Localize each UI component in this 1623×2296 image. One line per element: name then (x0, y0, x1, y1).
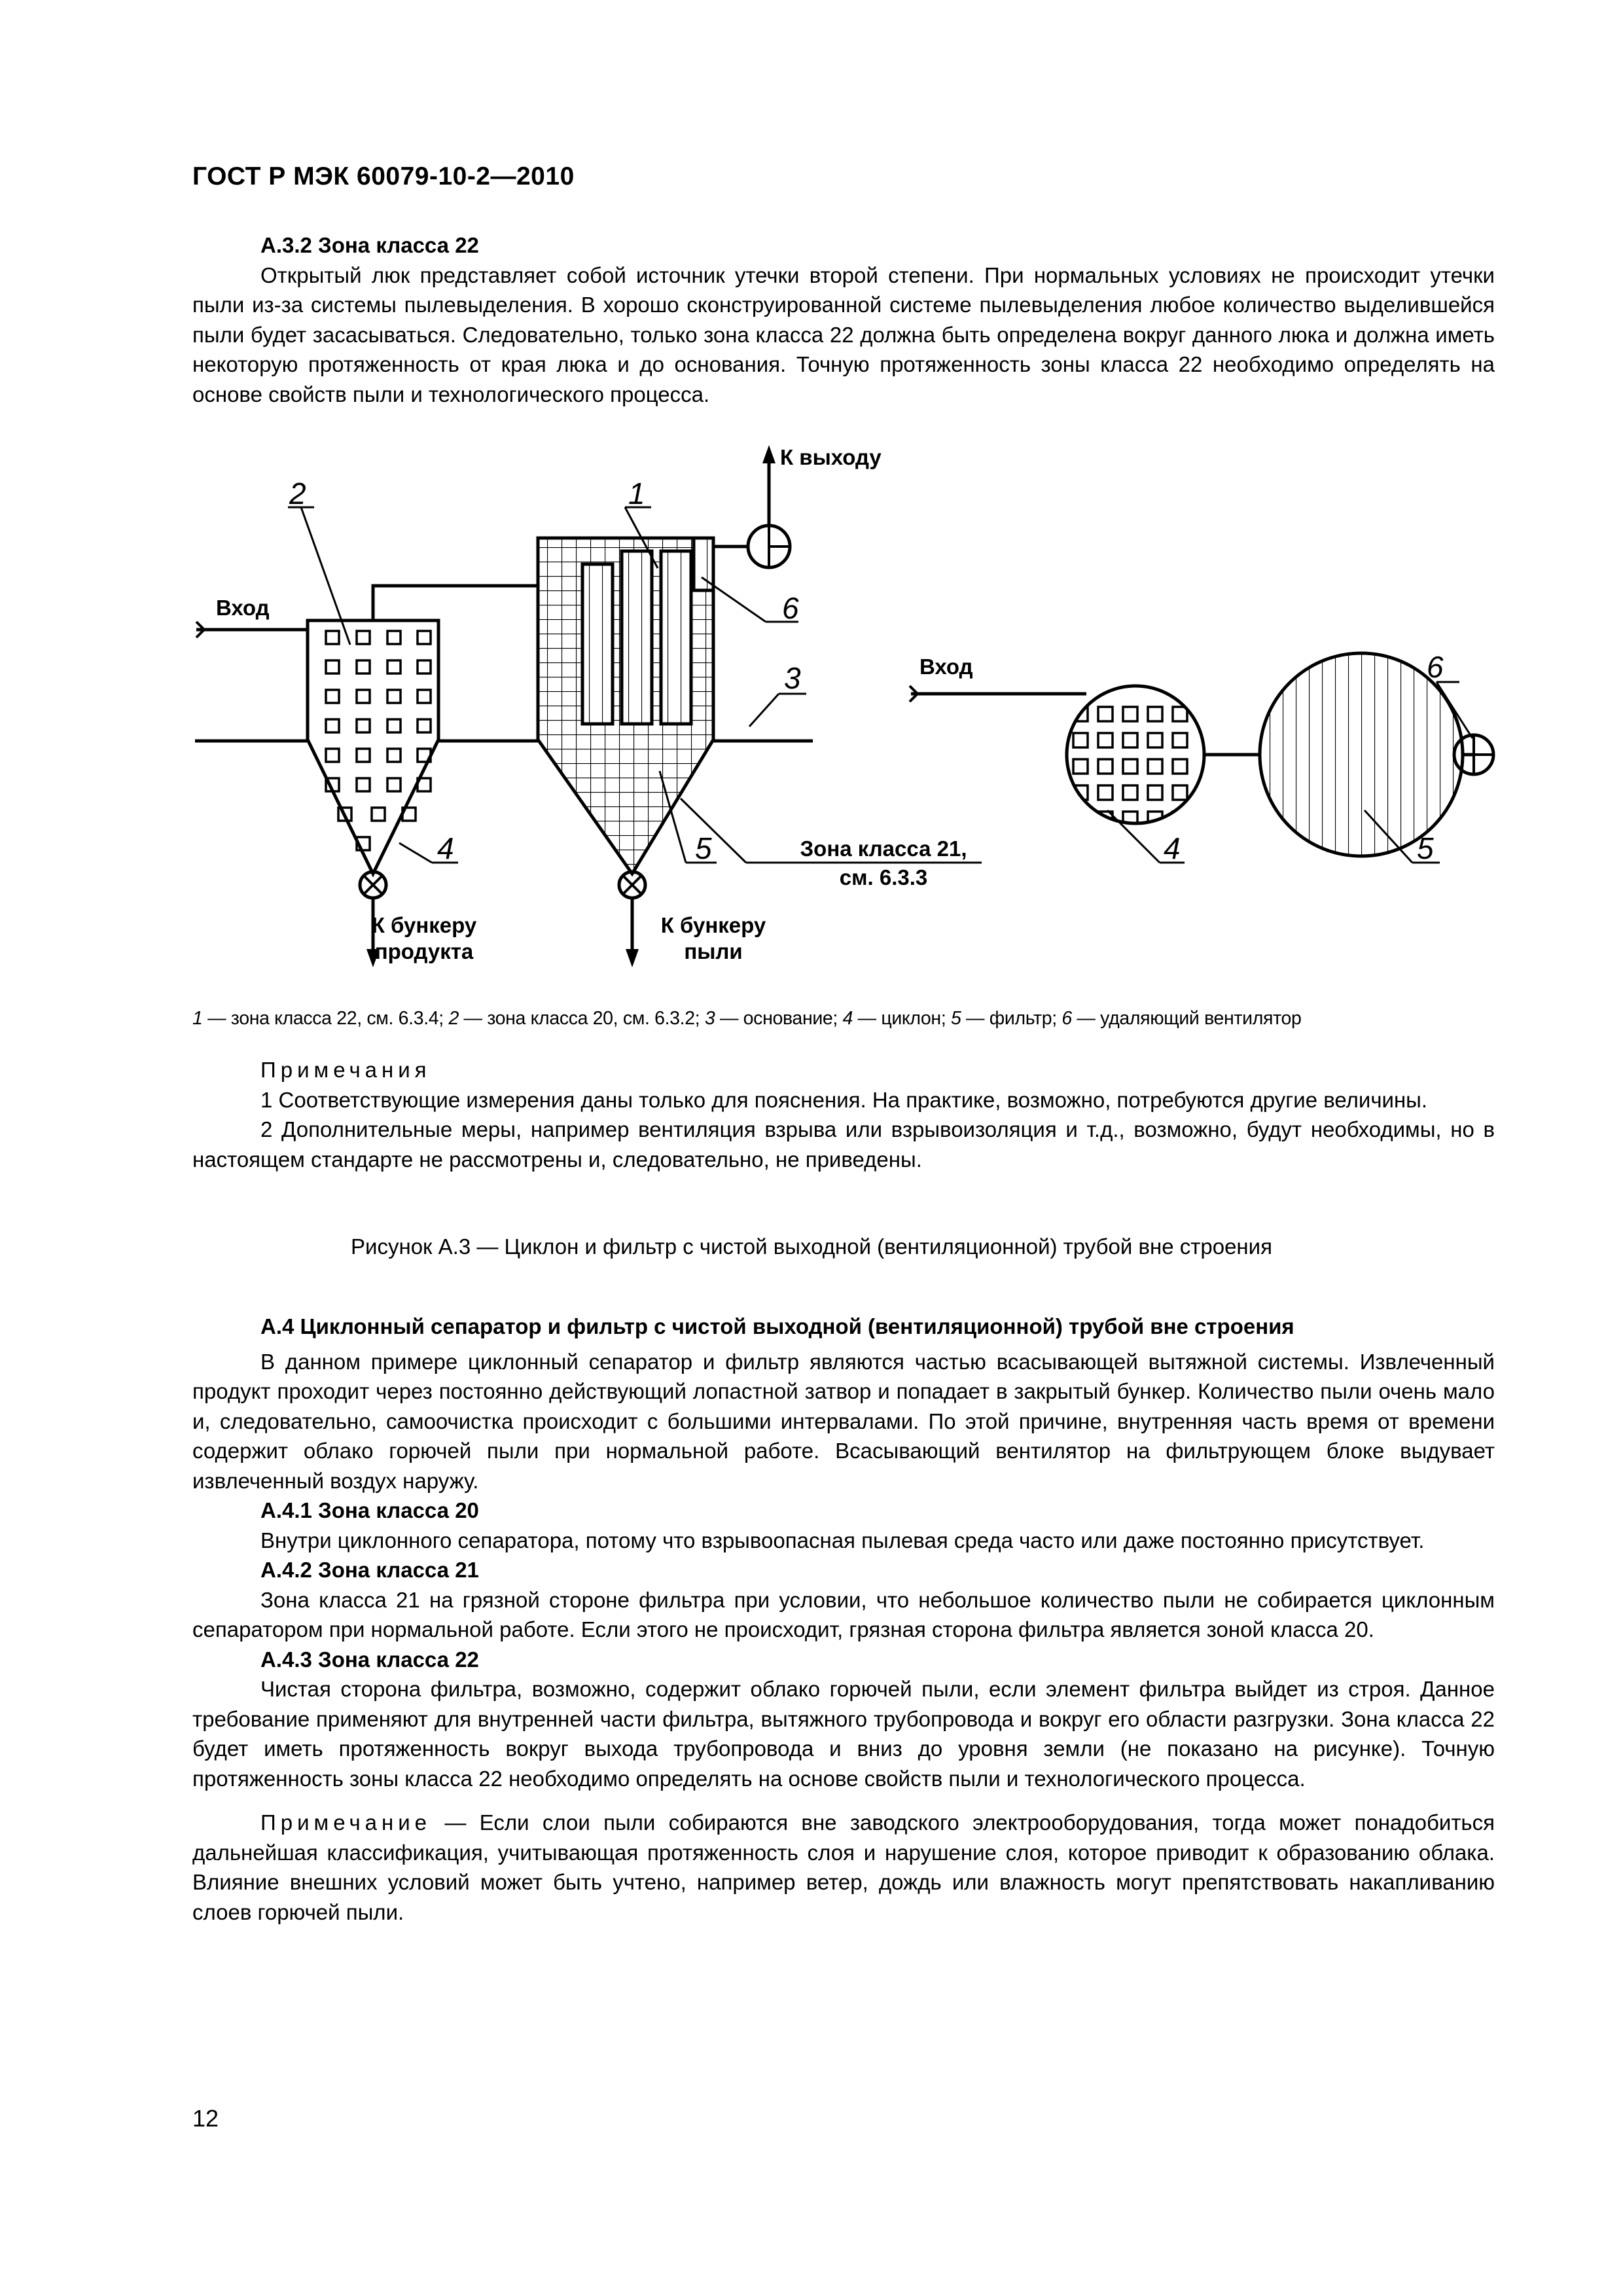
heading-a32: А.3.2 Зона класса 22 (260, 233, 479, 257)
label-dust-hopper-2: пыли (684, 939, 743, 963)
cyclone-top-square (1148, 733, 1162, 747)
paragraph-a42: Зона класса 21 на грязной стороне фильтра при условии, что небольшое количество пыли не собирается циклонным сепаратором при нормальной работе. Если этого не происходит, грязная сторона фильтра является зоной класса 20. (192, 1587, 1495, 1641)
cyclone-top-square (1073, 812, 1088, 826)
note-2: 2 Дополнительные меры, например вентиляция взрыва или взрывоизоляция и т.д., возможно, будут необходимы, но в настоящем стандарте не рассмотрены и, следовательно, не приведены. (192, 1117, 1495, 1172)
note-a4-label: Примечание (260, 1810, 432, 1835)
cyclone-top-square (1073, 733, 1088, 747)
cyclone-top-square (1173, 812, 1187, 826)
cyclone-top-square (1098, 759, 1113, 774)
cyclone-top-square (1123, 733, 1137, 747)
label-to-exit: К выходу (780, 445, 882, 469)
section-a4 (192, 1312, 1495, 1927)
cyclone-square (357, 660, 370, 673)
cyclone-square (357, 631, 370, 644)
cyclone-top-square (1098, 733, 1113, 747)
cyclone-top-square (1148, 759, 1162, 774)
cyclone-square (357, 749, 370, 762)
cyclone-top-square (1123, 759, 1137, 774)
label-product-hopper-2: продукта (374, 939, 474, 963)
cyclone-square (326, 631, 339, 644)
dust-hopper-arrow-icon (626, 949, 639, 967)
cyclone-square (387, 690, 401, 703)
legend-item-2: 2 — зона класса 20, см. 6.3.2; (448, 1008, 705, 1029)
cyclone-top-square (1173, 785, 1187, 800)
callout-6: 6 (782, 591, 799, 625)
cyclone-outlet-pipe (373, 586, 538, 620)
legend-item-6: 6 — удаляющий вентилятор (1061, 1008, 1302, 1029)
cyclone-square (372, 808, 385, 821)
page-number: 12 (192, 2105, 219, 2132)
cyclone-top-square (1173, 759, 1187, 774)
figure-title: Рисунок А.3 — Циклон и фильтр с чистой выходной (вентиляционной) трубой вне строения (351, 1234, 1272, 1259)
section-a32 (192, 230, 1495, 409)
paragraph-a4: В данном примере циклонный сепаратор и фильтр являются частью всасывающей вытяжной системы. Извлеченный продукт проходит через постоянно действующий лопастной затвор и попадает в закрытый бункер. Количество пыли очень мало и, следовательно, самоочистка происходит с большими интервалами. По этой причине, внутренняя часть время от времени содержит облако горючей пыли при нормальной работе. Всасывающий вентилятор на фильтрующем блоке выдувает извлеченный воздух наружу. (192, 1349, 1495, 1493)
callout-3: 3 (784, 661, 801, 695)
cyclone-square (387, 778, 401, 791)
legend-item-3: 3 — основание; (704, 1008, 843, 1029)
note-1: 1 Соответствующие измерения даны только для пояснения. На практике, возможно, потребуются другие величины. (260, 1087, 1428, 1112)
callout-5: 5 (695, 831, 712, 865)
page-header-standard: ГОСТ Р МЭК 60079-10-2—2010 (192, 162, 575, 190)
heading-a4: А.4 Циклонный сепаратор и фильтр с чистой выходной (вентиляционной) трубой вне строения (260, 1314, 1294, 1338)
heading-a42: А.4.2 Зона класса 21 (260, 1558, 479, 1582)
cyclone-top-square (1148, 785, 1162, 800)
cyclone-square (387, 660, 401, 673)
paragraph-a41: Внутри циклонного сепаратора, потому что взрывоопасная пылевая среда часто или даже постоянно присутствует. (260, 1528, 1425, 1552)
note-a4-text: — Если слои пыли собираются вне заводского электрооборудования, тогда может понадобиться дальнейшая классификация, учитывающая протяженность слоя и нарушение слоя, которое приводит к образованию облака. Влияние внешних условий может быть учтено, например ветер, дождь или влажность могут препятствовать накапливанию слоев горючей пыли. (192, 1810, 1495, 1924)
legend-item-4: 4 — циклон; (842, 1008, 951, 1029)
cyclone-square (357, 719, 370, 732)
heading-a41: А.4.1 Зона класса 20 (260, 1498, 479, 1522)
label-zone21-1: Зона класса 21, (800, 836, 967, 861)
label-input-right: Вход (919, 655, 973, 679)
cyclone-square (326, 749, 339, 762)
paragraph-a32: Открытый люк представляет собой источник утечки второй степени. При нормальных условиях не происходит утечки пыли из-за системы пылевыделения. В хорошо сконструированной системе пылевыделения любое количество выделившейся пыли будет засасываться. Следовательно, только зона класса 22 должна быть определена вокруг данного люка и должна иметь некоторую протяженность от края люка и до основания. Точную протяженность зоны класса 22 необходимо определять на основе свойств пыли и технологического процесса. (192, 262, 1495, 406)
cyclone-body (308, 620, 438, 874)
cyclone-zone20-squares (326, 631, 431, 850)
note-a4 (192, 1808, 1495, 1927)
notes-title: Примечания (260, 1058, 431, 1082)
cyclone-square (418, 690, 431, 703)
figure-a3-diagram (0, 432, 1623, 995)
cyclone-square (326, 660, 339, 673)
cyclone-square (357, 778, 370, 791)
legend-item-1: 1 — зона класса 22, см. 6.3.4; (192, 1008, 449, 1029)
cyclone-square (326, 690, 339, 703)
cyclone-square (387, 719, 401, 732)
cyclone-square (418, 631, 431, 644)
figure-legend (192, 1008, 1495, 1030)
cyclone-square (418, 719, 431, 732)
callout-4: 4 (437, 831, 454, 865)
cyclone-top-square (1098, 785, 1113, 800)
label-dust-hopper-1: К бункеру (660, 913, 766, 937)
label-input-left: Вход (216, 596, 270, 620)
cyclone-top-square (1073, 759, 1088, 774)
callout-6-top-view: 6 (1427, 650, 1444, 684)
callout-2: 2 (289, 476, 306, 511)
cyclone-top-square (1098, 707, 1113, 721)
cyclone-top-square (1123, 707, 1137, 721)
callout-5-top-view: 5 (1417, 831, 1434, 865)
cyclone-square (326, 719, 339, 732)
cyclone-top-square (1148, 707, 1162, 721)
cyclone-top-square (1173, 733, 1187, 747)
cyclone-square (387, 631, 401, 644)
figure-notes (192, 1055, 1495, 1174)
callout-1: 1 (628, 476, 645, 511)
label-product-hopper-1: К бункеру (371, 913, 477, 937)
cyclone-square (418, 660, 431, 673)
paragraph-a43: Чистая сторона фильтра, возможно, содержит облако горючей пыли, если элемент фильтра выйдет из строя. Данное требование применяют для внутренней части фильтра, вытяжного трубопровода и вокруг его области разгрузки. Зона класса 22 будет иметь протяженность вокруг выхода трубопровода и вниз до уровня земли (не показано на рисунке). Точную протяженность зоны класса 22 необходимо определять на основе свойств пыли и технологического процесса. (192, 1677, 1495, 1791)
cyclone-square (357, 690, 370, 703)
label-zone21-2: см. 6.3.3 (839, 865, 928, 889)
heading-a43: А.4.3 Зона класса 22 (260, 1647, 479, 1672)
legend-item-5: 5 — фильтр; (950, 1008, 1062, 1029)
exit-arrow-icon (762, 445, 776, 463)
cyclone-square (387, 749, 401, 762)
cyclone-top-square (1123, 785, 1137, 800)
callout-4-top-view: 4 (1164, 831, 1181, 865)
